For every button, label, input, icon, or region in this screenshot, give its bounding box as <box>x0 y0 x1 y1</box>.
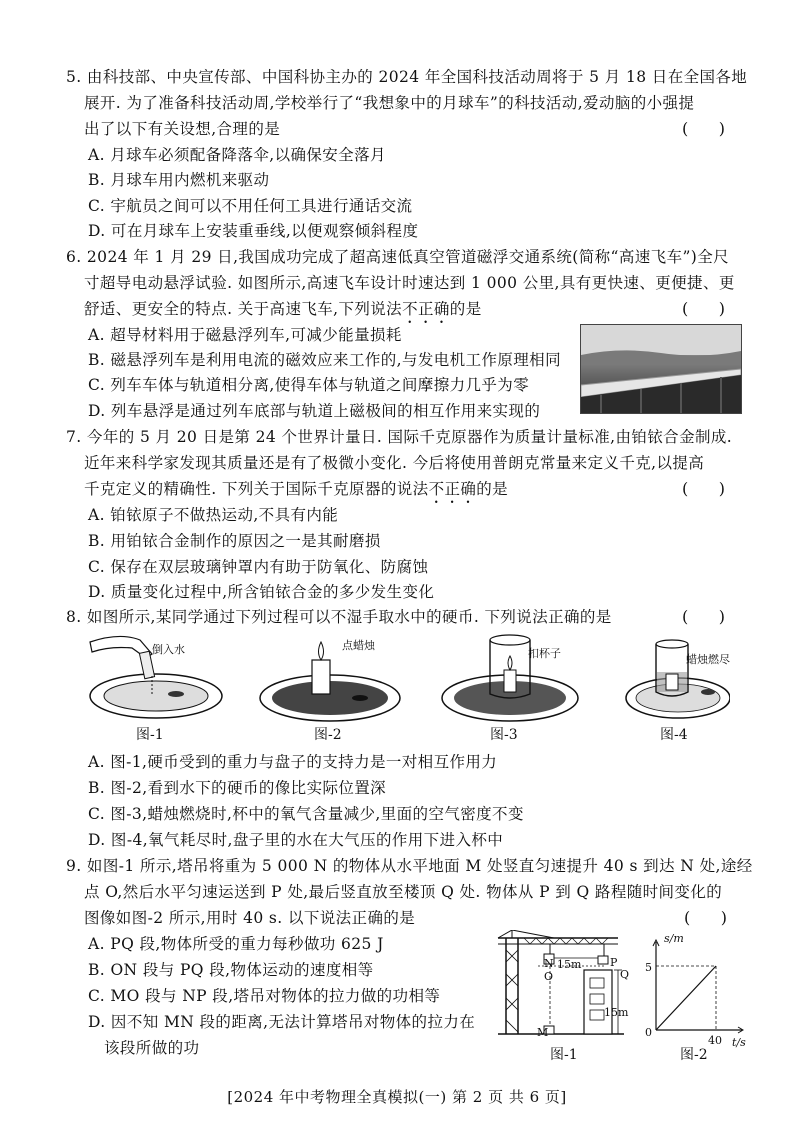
graph-x-tick-40: 40 <box>708 1034 722 1047</box>
graph-y-tick-5: 5 <box>645 961 652 974</box>
q9-answer-bracket: ( ) <box>684 908 727 927</box>
q9-option-b: B. ON 段与 PQ 段,物体运动的速度相等 <box>88 961 374 979</box>
st-line <box>656 966 716 1030</box>
q7-option-a: A. 铂铱原子不做热运动,不具有内能 <box>88 506 339 524</box>
q7-stem-line3-post: 的是 <box>476 480 509 498</box>
crane-label-o: O <box>544 970 554 983</box>
q9-option-d-cont: 该段所做的功 <box>104 1039 200 1057</box>
q6-option-a: A. 超导材料用于磁悬浮列车,可减少能量损耗 <box>88 326 402 344</box>
graph-origin: 0 <box>645 1026 652 1039</box>
q6-option-b: B. 磁悬浮列车是利用电流的磁效应来工作的,与发电机工作原理相同 <box>88 351 561 369</box>
crane-label-q: Q <box>620 968 630 981</box>
q6-stem-line2: 寸超导电动悬浮试验. 如图所示,高速飞车设计时速达到 1 000 公里,具有更快速、更便捷、更 <box>84 274 735 292</box>
crane-label-n: N <box>544 957 554 970</box>
q6-answer-bracket: ( ) <box>682 299 725 318</box>
q7-option-d: D. 质量变化过程中,所含铂铱合金的多少发生变化 <box>88 583 435 601</box>
q9-option-c: C. MO 段与 NP 段,塔吊对物体的拉力做的功相等 <box>88 987 441 1005</box>
crane-label-15m-height: 15m <box>604 1006 629 1019</box>
q8-option-d: D. 图-4,氧气耗尽时,盘子里的水在大气压的作用下进入杯中 <box>88 831 504 849</box>
q7-stem-line3-pre: 千克定义的精确性. 下列关于国际千克原器的说法 <box>84 480 429 498</box>
graph-caption: 图-2 <box>680 1047 708 1063</box>
q5-option-c: C. 宇航员之间可以不用任何工具进行通话交流 <box>88 197 413 215</box>
q8-answer-bracket: ( ) <box>682 607 725 626</box>
q7-answer-bracket: ( ) <box>682 479 725 498</box>
q8-option-c: C. 图-3,蜡烛燃烧时,杯中的氧气含量减少,里面的空气密度不变 <box>88 805 524 823</box>
fig4-caption: 图-4 <box>660 727 688 743</box>
q6-stem-line3-pre: 舒适、更安全的特点. 关于高速飞车,下列说法 <box>84 300 403 318</box>
graph-y-axis-label: s/m <box>664 932 684 945</box>
q9-option-a: A. PQ 段,物体所受的重力每秒做功 625 J <box>88 935 384 953</box>
fig3-label: 扣杯子 <box>528 647 561 660</box>
q5-stem-line3: 出了以下有关设想,合理的是 <box>84 120 281 138</box>
q8-option-b: B. 图-2,看到水下的硬币的像比实际位置深 <box>88 779 387 797</box>
q5-option-b: B. 月球车用内燃机来驱动 <box>88 171 270 189</box>
q9-crane-diagram <box>494 930 629 1040</box>
q6-emphasis-incorrect: 不正确 <box>402 300 450 318</box>
fig2-label: 点蜡烛 <box>342 639 375 652</box>
q6-stem-line3-post: 的是 <box>449 300 482 318</box>
q6-stem-line1: 6. 2024 年 1 月 29 日,我国成功完成了超高速低真空管道磁浮交通系统(简称“高速飞车”)全尺 <box>66 248 730 266</box>
q9-st-graph <box>646 936 746 1036</box>
graph-x-axis-label: t/s <box>732 1036 746 1049</box>
q5-answer-bracket: ( ) <box>682 119 725 138</box>
crane-label-p: P <box>610 956 618 969</box>
q5-option-a: A. 月球车必须配备降落伞,以确保安全落月 <box>88 146 386 164</box>
q7-stem-line1: 7. 今年的 5 月 20 日是第 24 个世界计量日. 国际千克原器作为质量计量标准,由铂铱合金制成. <box>66 428 733 446</box>
q8-stem: 8. 如图所示,某同学通过下列过程可以不湿手取水中的硬币. 下列说法正确的是 <box>66 608 612 626</box>
q7-emphasis-incorrect: 不正确 <box>428 480 477 498</box>
fig4-label: 蜡烛燃尽 <box>686 653 730 666</box>
q9-stem-line3: 图像如图-2 所示,用时 40 s. 以下说法正确的是 <box>84 909 416 927</box>
q6-option-c: C. 列车车体与轨道相分离,使得车体与轨道之间摩擦力几乎为零 <box>88 376 530 394</box>
q7-stem-line3 <box>84 478 508 507</box>
fig1-label: 倒入水 <box>152 643 185 656</box>
crane-label-15m-top: 15m <box>557 958 582 971</box>
q8-option-a: A. 图-1,硬币受到的重力与盘子的支持力是一对相互作用力 <box>88 753 498 771</box>
q9-option-d: D. 因不知 MN 段的距离,无法计算塔吊对物体的拉力在 <box>88 1013 476 1031</box>
fig1-caption: 图-1 <box>136 727 164 743</box>
q7-stem-line2: 近年来科学家发现其质量还是有了极微小变化. 今后将使用普朗克常量来定义千克,以提高 <box>84 454 705 472</box>
q6-stem-line3 <box>84 298 482 327</box>
fig2-lit-candle <box>260 642 400 721</box>
q9-stem-line2: 点 O,然后水平匀速运送到 P 处,最后竖直放至楼顶 Q 处. 物体从 P 到 Q 路程随时间变化的 <box>84 883 723 901</box>
page-footer: [2024 年中考物理全真模拟(一) 第 2 页 共 6 页] <box>227 1088 567 1106</box>
q7-option-b: B. 用铂铱合金制作的原因之一是其耐磨损 <box>88 532 381 550</box>
crane-caption: 图-1 <box>550 1047 578 1063</box>
q7-option-c: C. 保存在双层玻璃钟罩内有助于防氧化、防腐蚀 <box>88 558 429 576</box>
q9-stem-line1: 9. 如图-1 所示,塔吊将重为 5 000 N 的物体从水平地面 M 处竖直匀速提升 40 s 到达 N 处,途经 <box>66 857 753 875</box>
fig2-caption: 图-2 <box>314 727 342 743</box>
q6-option-d: D. 列车悬浮是通过列车底部与轨道上磁极间的相互作用来实现的 <box>88 402 541 420</box>
crane-label-m: M <box>537 1026 549 1039</box>
q5-option-d: D. 可在月球车上安装重垂线,以便观察倾斜程度 <box>88 222 419 240</box>
fig3-caption: 图-3 <box>490 727 518 743</box>
q5-stem-line1: 5. 由科技部、中央宣传部、中国科协主办的 2024 年全国科技活动周将于 5 月 18 日在全国各地 <box>66 68 748 86</box>
q5-stem-line2: 展开. 为了准备科技活动周,学校举行了“我想象中的月球车”的科技活动,爱动脑的小强提 <box>84 94 695 112</box>
maglev-track-photo <box>580 324 742 414</box>
